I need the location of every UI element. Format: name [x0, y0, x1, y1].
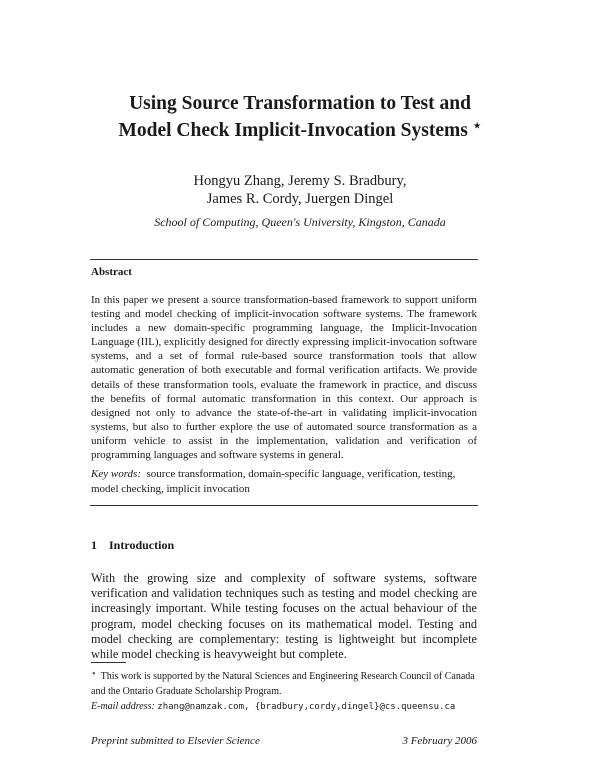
footer-date: 3 February 2006 — [402, 735, 477, 747]
footnote-rule — [91, 662, 126, 663]
section-number: 1 — [91, 538, 97, 552]
author-list — [0, 172, 600, 208]
title-footnote-mark: ⋆ — [472, 119, 482, 134]
footer-preprint-note: Preprint submitted to Elsevier Science — [91, 735, 260, 747]
footnote-text: This work is supported by the Natural Sciences and Engineering Research Council of Canada and the Ontario Graduate Scholarship Program. — [91, 671, 475, 697]
email-addresses: zhang@namzak.com, {bradbury,cordy,dingel}@cs.queensu.ca — [157, 702, 456, 712]
keywords — [91, 467, 477, 496]
keywords-label: Key words: — [91, 468, 142, 480]
introduction-paragraph: With the growing size and complexity of software systems, software verification and validation techniques such as testing and model checking are increasingly important. While testing focuses on the actual behaviour of the program, model checking focuses on its mathematical model. Testing and model checking are complementary: testing is lightweight but incomplete while model checking is heavyweight but complete. — [91, 571, 477, 662]
footnote-mark: ⋆ — [91, 668, 97, 678]
email-label: E-mail address: — [91, 701, 155, 712]
title-line-2-text: Model Check Implicit-Invocation Systems — [118, 120, 468, 141]
section-title: Introduction — [109, 538, 175, 552]
abstract-bottom-rule — [90, 505, 478, 506]
abstract-top-rule — [90, 259, 478, 260]
page-footer — [91, 735, 477, 747]
affiliation: School of Computing, Queen's University, Kingston, Canada — [154, 215, 446, 229]
section-heading — [91, 538, 174, 553]
title-line-2 — [0, 115, 600, 142]
authors-line-1: Hongyu Zhang, Jeremy S. Bradbury, — [193, 173, 407, 189]
abstract-text: In this paper we present a source transformation-based framework to support uniform testing and model checking of implicit-invocation software systems. The framework includes a new domain-specific programming language, the Implicit-Invocation Language (IIL), explicitly designed for directly expressing implicit-invocation software systems, and a set of formal rule-based source transformation tools that allow automatic generation of both executable and formal verification artifacts. We provide details of these transformation tools, evaluate the framework in practice, and discuss the benefits of formal automatic transformation in this context. Our approach is designed not only to advance the state-of-the-art in validating implicit-invocation systems, but also to further explore the use of automated source transformation as a uniform vehicle to assist in the implementation, validation and verification of programming languages and software systems in general. — [91, 294, 477, 462]
title-line-1: Using Source Transformation to Test and — [129, 93, 471, 114]
keywords-text: source transformation, domain-specific language, verification, testing, model checking, implicit invocation — [91, 468, 456, 495]
paper-title — [0, 92, 600, 142]
abstract-heading: Abstract — [91, 266, 132, 278]
authors-line-2: James R. Cordy, Juergen Dingel — [206, 191, 394, 207]
footnote — [91, 666, 477, 715]
